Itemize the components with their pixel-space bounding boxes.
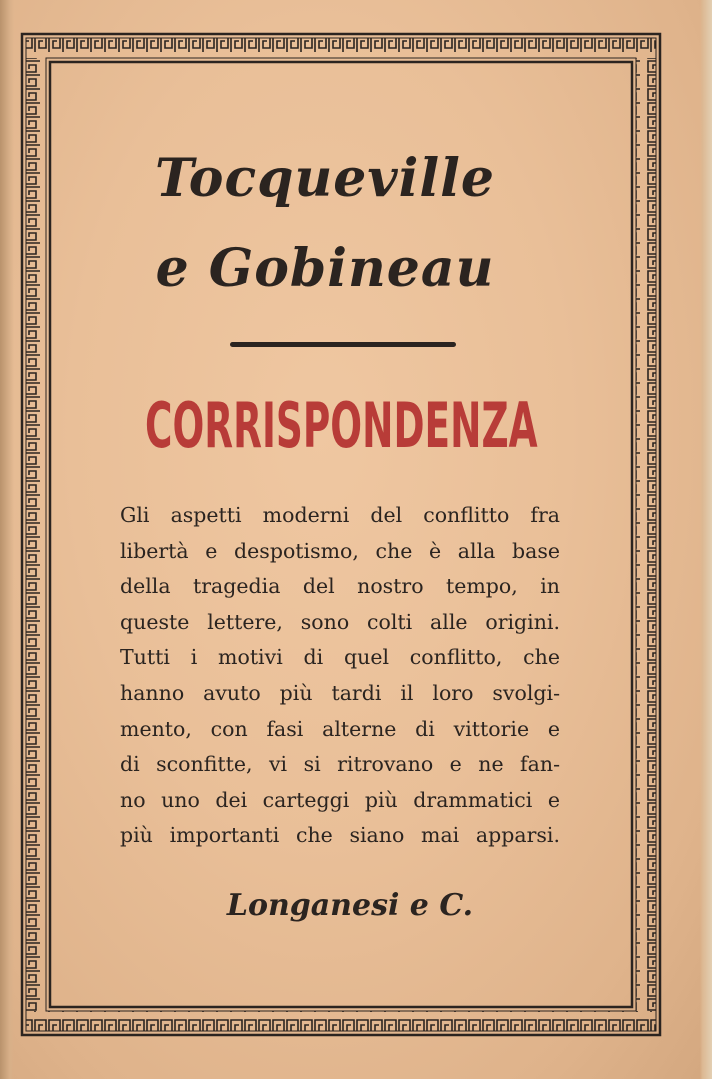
publisher-name: Longanesi e C.	[226, 888, 474, 923]
blurb-line: della tragedia del nostro tempo, in	[120, 574, 560, 599]
cover-subtitle: CORRISPONDENZA	[145, 390, 538, 463]
blurb-line: no uno dei carteggi più drammatici e	[120, 787, 560, 812]
blurb-line: di sconfitte, vi si ritrovano e ne fan-	[120, 752, 560, 777]
cover-right-edge	[700, 0, 712, 1079]
blurb-line: più importanti che siano mai apparsi.	[120, 823, 560, 848]
blurb-line: libertà e despotismo, che è alla base	[120, 538, 560, 563]
cover-title-line-2: e Gobineau	[155, 238, 495, 299]
title-divider-rule	[230, 342, 456, 347]
blurb-line: Gli aspetti moderni del conflitto fra	[120, 503, 560, 527]
blurb-line: queste lettere, sono colti alle origini.	[120, 609, 560, 634]
blurb-line: mento, con fasi alterne di vittorie e	[120, 716, 560, 741]
blurb-line: hanno avuto più tardi il loro svolgi-	[120, 680, 560, 705]
cover-left-edge	[0, 0, 14, 1079]
cover-title-line-1: Tocqueville	[155, 148, 495, 209]
blurb-line: Tutti i motivi di quel conflitto, che	[120, 645, 560, 670]
cover-blurb	[120, 498, 560, 854]
